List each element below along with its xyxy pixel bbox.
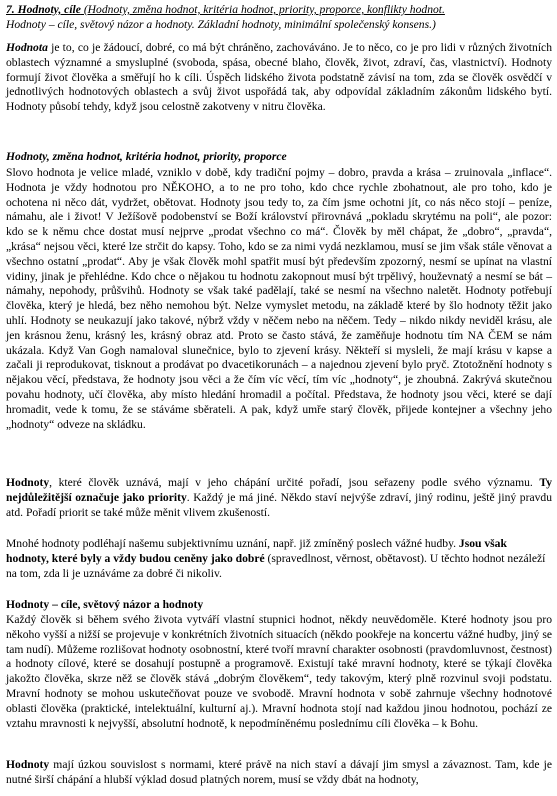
subheading-goals-worldview: Hodnoty – cíle, světový názor a hodnoty bbox=[6, 598, 204, 611]
paragraph-norms-text: mají úzkou souvislost s normami, které právě na nich staví a dávají jim smysl a závaznost. Tam, kde je nutné širší chápání a hlubší výklad dosud platných norem, musí se vždy dbát na hodnoty, bbox=[6, 758, 552, 786]
paragraph-objective-values bbox=[6, 537, 552, 581]
paragraph-definition-text: je to, co je žádoucí, dobré, co má být chráněno, zachováváno. Je to něco, co je pro lidi v různých životních oblastech významné a smysluplné (svoboda, spása, obecné blaho, člověk, život, zdraví, čas, vlastnictví). Hodnoty formují život člověka a směřují ho k cíli. Úspěch lidského života podstatně závisí na tom, zda se člověk osvědčí v jednotlivých hodnotových oblastech a svůj život uspořádá tak, aby odpovídal základním zákonům lidského bytí. Hodnoty působí tehdy, když jsou celostně zakotveny v nitru člověka. bbox=[6, 41, 552, 114]
paragraph-priorities-text2: . Každý je má jiné. Někdo staví nejvýše zdraví, jiný rodinu, ještě jiný pravdu atd. Pořadí priorit se také může měnit vlivem zkušeností. bbox=[6, 490, 552, 519]
section-header bbox=[6, 3, 552, 33]
paragraph-objective-bold: Jsou však hodnoty, které byly a vždy budou ceněny jako dobré bbox=[6, 537, 507, 565]
paragraph-norms-lead: Hodnoty bbox=[6, 758, 50, 771]
paragraph-priorities bbox=[6, 476, 552, 520]
paragraph-definition-lead: Hodnota bbox=[6, 41, 48, 54]
paragraph-priorities-text1: , které člověk uznává, mají v jeho chápání určité pořadí, jsou seřazeny podle svého významu. bbox=[49, 476, 540, 489]
subheading-value-change: Hodnoty, změna hodnot, kritéria hodnot, priority, proporce bbox=[6, 150, 287, 163]
paragraph-goals-worldview: Každý člověk si během svého života vytváří vlastní stupnici hodnot, někdy neuvědoměle. Které hodnoty jsou pro někoho vyšší a nižší se projevuje v konkrétních životních situacích (někdo pookřeje na koncertu vážné hudby, jiný se tam nudí). Můžeme rozlišovat hodnoty osobnostní, které tvoří mravní charakter osobnosti (pravdomluvnost, čestnost) a hodnoty cílové, které se dosahují postupně a programově. Existují také mravní hodnoty, které se týkají člověka jakožto člověka, skrze něž se člověk stává „dobrým člověkem“, tedy takovým, který plně rozvinul svoji podstatu. Mravní hodnoty se mohou uskutečňovat pouze ve svobodě. Mravní hodnota v sobě zahrnuje všechny hodnotové oblasti člověka (praktické, intelektuální, kulturní aj.). Mravní hodnota stojí nad každou jinou hodnotou, pochází ze vztahu mravnosti k nejvyšší, absolutní hodnotě, k nepodmíněnému poslednímu cíli člověka – k Bohu. bbox=[6, 613, 552, 730]
paragraph-norms bbox=[6, 758, 552, 788]
section-title: 7. Hodnoty, cíle bbox=[6, 3, 81, 16]
section-topics-line2: Hodnoty – cíle, světový názor a hodnoty. Základní hodnoty, minimální společenský konsens.) bbox=[6, 17, 436, 31]
paragraph-priorities-lead: Hodnoty bbox=[6, 476, 50, 489]
paragraph-priorities-bold: Ty nejdůležitější označuje jako priority bbox=[6, 476, 552, 504]
paragraph-definition bbox=[6, 41, 552, 115]
paragraph-objective-text1: Mnohé hodnoty podléhají našemu subjektivnímu uznání, např. již zmíněný poslech vážné hudby. bbox=[6, 537, 459, 550]
paragraph-objective-text2: (spravedlnost, věrnost, obětavost). U těchto hodnot nezáleží na tom, zda li je uznáváme za dobré či nikoliv. bbox=[6, 551, 546, 580]
section-topics-line1: (Hodnoty, změna hodnot, kritéria hodnot, priority, proporce, konflikty hodnot. bbox=[80, 3, 445, 16]
paragraph-value-change: Slovo hodnota je velice mladé, vzniklo v době, kdy tradiční pojmy – dobro, pravda a krása – zruinovala „inflace“. Hodnota je vždy hodnotou pro NĚKOHO, a to ne pro toho, kdo chce rychle zbohatnout, ale pro toho, kdo je ochotena ni něco dát, vydržet, obětovat. Hodnoty jsou tedy to, za čím jsme ochotni jít, co nás něco stojí – peníze, námahu, ale i život! V Ježíšově podobenství se Boží království přirovnává „pokladu skrytému na poli“, ale pozor: kdo se k němu chce dostat musí nejprve „prodat všechno co má“. Člověk by měl chápat, že „dobro“, „pravda“, „krása“ nejsou věci, které lze strčit do kapsy. Toho, kdo se za nimi vydá nezklamou, musí se jim však stále věnovat a všechno ostatní „prodat“. Aby je však člověk mohl spatřit musí být především zpozorný, nesmí se upínat na vlastní vidiny, jinak je přehlédne. Kdo chce o nějakou tu hodnotu zakopnout musí být trpělivý, houževnatý a nesmí se bát – námahy, nepohody, průšvihů. Hodnoty se však také padělají, také se nesmí na všechno naletět. Hodnoty potřebují člověka, který je hledá, bez něho nemohou být. Nelze vymyslet metodu, na základě které by šlo hodnoty těžit jako uhlí. Hodnoty se neukazují jako takové, nýbrž vždy v něčem nebo na něčem. Tedy – nikdo nikdy neviděl krásu, ale jen krásnou ženu, krásný les, krásný obraz atd. Proto se často stává, že zaměňuje hodnotu tím NA ČEM se nám ukázala. Když Van Gogh namaloval slunečnice, bylo to zjevení krásy. Někteří si mysleli, že mají krásu v kapse a začali ji reprodukovat, tisknout a prodávat po dvacetikorunách – a najednou zjevení bylo pryč. Ztotožnění hodnoty s nějakou věcí, představa, že hodnoty jsou věci a že čím víc věcí, tím víc „hodnoty“, je zhoubná. Zakrývá skutečnou povahu hodnoty, učí člověka, aby místo hledání hromadil a počítal. Představa, že hodnoty jsou věci, které se dají hromadit, vede k tomu, že se stáváme sběrateli. A pak, když umře starý člověk, přijede kontejner a všechny jeho „hodnoty“ odveze na skládku. bbox=[6, 166, 552, 431]
